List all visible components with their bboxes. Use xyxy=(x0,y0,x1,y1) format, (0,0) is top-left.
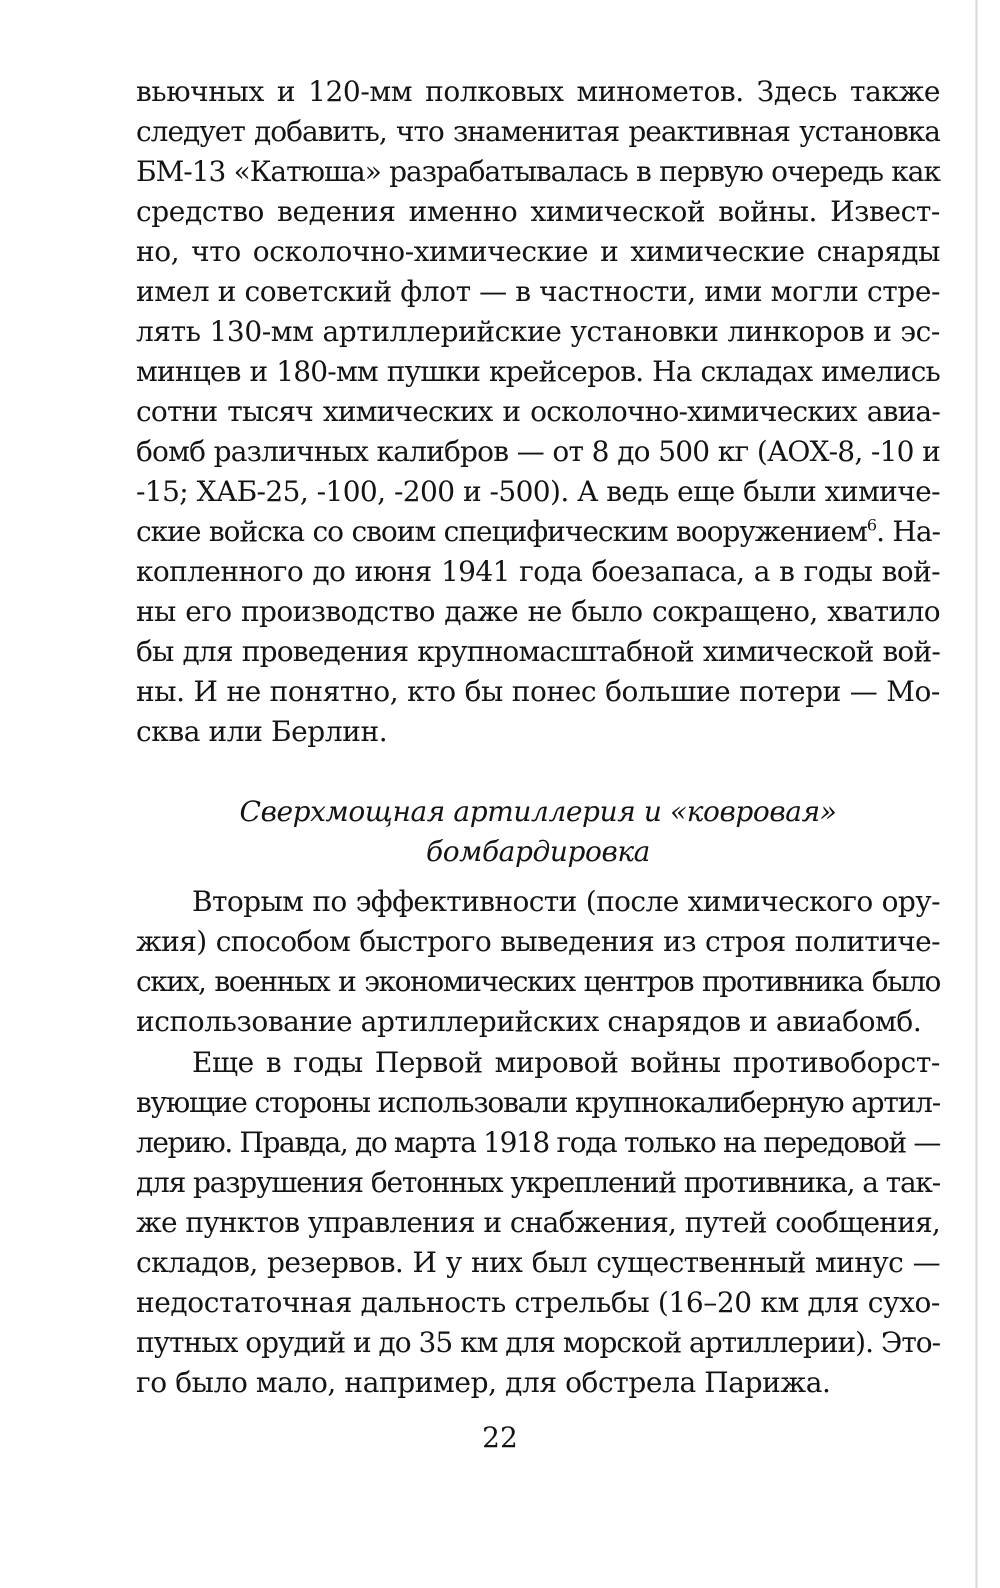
text-line: ских, военных и экономических центров противника было xyxy=(136,965,940,998)
text-line: вьючных и 120-мм полковых минометов. Здесь также xyxy=(136,75,940,108)
text-fragment: ские войска со своим специфическим вооружением xyxy=(136,515,867,548)
text-line: вующие стороны использовали крупнокалиберную артил- xyxy=(136,1086,940,1119)
text-line: ны. И не понятно, кто бы понес большие потери — Мо- xyxy=(136,675,940,708)
text-line: Еще в годы Первой мировой войны противоборст- xyxy=(192,1046,940,1079)
section-heading-line: бомбардировка xyxy=(426,835,650,868)
text-line: следует добавить, что знаменитая реактивная установка xyxy=(136,115,940,148)
text-line: -15; ХАБ-25, -100, -200 и -500). А ведь еще были химиче- xyxy=(136,475,940,508)
text-line: бомб различных калибров — от 8 до 500 кг (АОХ-8, -10 и xyxy=(136,435,940,468)
paragraph-ww1-artillery xyxy=(136,1043,940,1403)
text-line: недостаточная дальность стрельбы (16–20 км для сухо- xyxy=(136,1286,940,1319)
text-line: го было мало, например, для обстрела Парижа. xyxy=(136,1366,831,1399)
paragraph-chemical-weapons xyxy=(136,72,940,752)
text-line: путных орудий и до 35 км для морской артиллерии). Это- xyxy=(136,1326,941,1359)
text-fragment: . На- xyxy=(876,515,940,548)
text-line: бы для проведения крупномасштабной химической вой- xyxy=(136,635,940,668)
text-line: лять 130-мм артиллерийские установки линкоров и эс- xyxy=(136,315,940,348)
text-line: но, что осколочно-химические и химические снаряды xyxy=(136,235,940,268)
text-line: сотни тысяч химических и осколочно-химических авиа- xyxy=(136,395,940,428)
text-line: средство ведения именно химической войны. Извест- xyxy=(136,195,940,228)
text-line: же пунктов управления и снабжения, путей сообщения, xyxy=(136,1206,940,1239)
text-line: сква или Берлин. xyxy=(136,715,388,748)
text-line: использование артиллерийских снарядов и авиабомб. xyxy=(136,1005,922,1038)
text-line: имел и советский флот — в частности, ими могли стре- xyxy=(136,275,941,308)
text-line: минцев и 180-мм пушки крейсеров. На складах имелись xyxy=(136,355,940,388)
text-line: складов, резервов. И у них был существенный минус — xyxy=(136,1246,940,1279)
page-number: 22 xyxy=(482,1421,518,1454)
section-heading xyxy=(136,792,940,872)
page-edge-shadow xyxy=(975,0,978,1588)
text-line-with-footnote xyxy=(136,512,940,552)
text-line: Вторым по эффективности (после химического ору- xyxy=(192,885,940,918)
text-line: копленного до июня 1941 года боезапаса, а в годы вой- xyxy=(136,555,940,588)
text-line: БМ-13 «Катюша» разрабатывалась в первую очередь как xyxy=(136,155,940,188)
text-line: жия) способом быстрого выведения из строя политиче- xyxy=(136,925,940,958)
section-heading-line: Сверхмощная артиллерия и «ковровая» xyxy=(239,795,837,828)
text-line: ны его производство даже не было сокращено, хватило xyxy=(136,595,940,628)
footnote-reference[interactable]: 6 xyxy=(866,515,877,535)
paragraph-artillery-intro xyxy=(136,882,940,1042)
text-line: лерию. Правда, до марта 1918 года только на передовой — xyxy=(136,1126,940,1159)
text-line: для разрушения бетонных укреплений противника, а так- xyxy=(136,1166,940,1199)
